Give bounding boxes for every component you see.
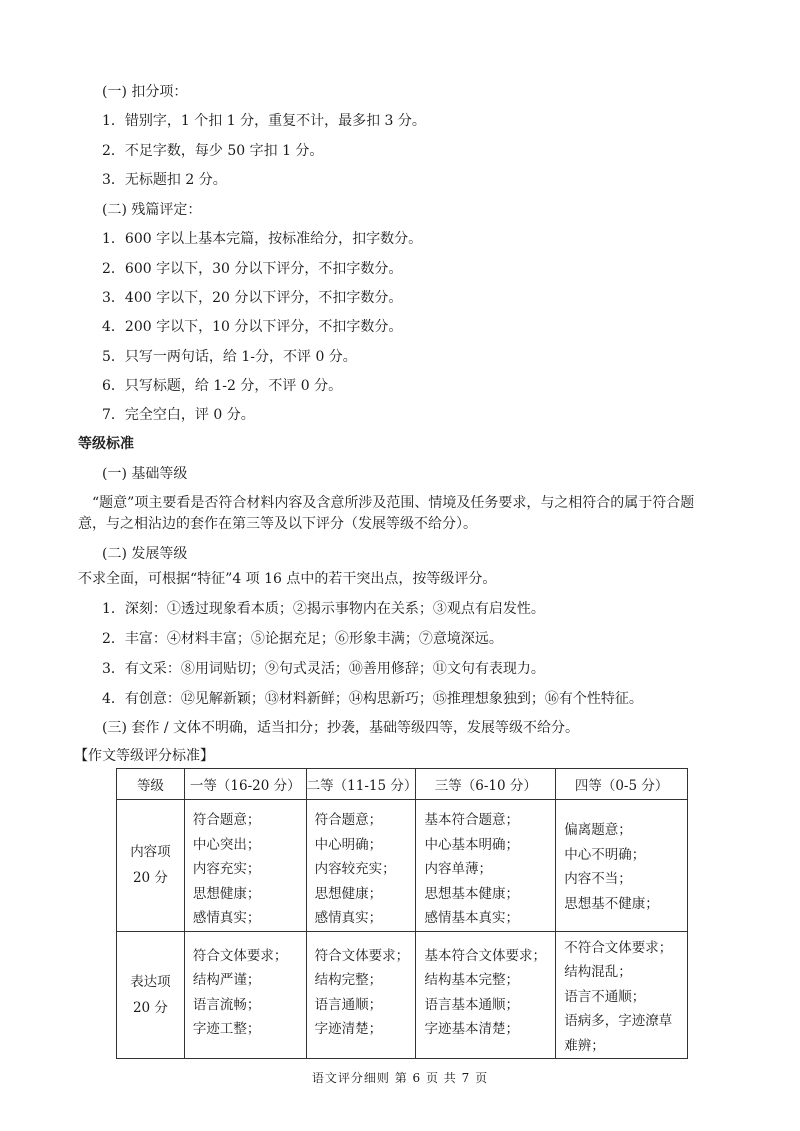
incomplete-item: 4．200 字以下，10 分以下评分，不扣字数分。 xyxy=(102,319,403,335)
cell-line: 内容单薄； xyxy=(424,861,492,877)
row-label-score: 20 分 xyxy=(132,999,168,1016)
cell-line: 符合题意； xyxy=(314,812,383,828)
cell-line: 感情基本真实； xyxy=(424,910,519,926)
incomplete-item: 7．完全空白，评 0 分。 xyxy=(102,407,255,423)
incomplete-item: 5．只写一两句话，给 1-分，不评 0 分。 xyxy=(102,349,357,365)
cell-line: 思想健康； xyxy=(314,885,383,902)
cell-line: 语言流畅； xyxy=(192,996,261,1013)
cell-line: 感情真实； xyxy=(314,910,383,926)
row-label xyxy=(117,931,185,1059)
page-footer: 语文评分细则 第 6 页 共 7 页 xyxy=(311,1071,489,1085)
table-header-row xyxy=(117,769,688,800)
section-title: 等级标准 xyxy=(78,436,134,452)
cell-line: 思想基不健康； xyxy=(564,895,659,912)
cell-line: 中心明确； xyxy=(314,836,383,853)
cell-line: 字迹清楚； xyxy=(314,1021,383,1037)
cell-line: 结构混乱； xyxy=(564,964,632,980)
copy-rule: (三) 套作 / 文体不明确，适当扣分；抄袭，基础等级四等，发展等级不给分。 xyxy=(102,720,579,736)
incomplete-item: 1．600 字以上基本完篇，按标准给分，扣字数分。 xyxy=(102,231,423,247)
cell-line: 思想基本健康； xyxy=(424,885,519,902)
row-label xyxy=(117,800,185,932)
cell-line: 结构完整； xyxy=(314,972,383,988)
cell-line: 不符合文体要求； xyxy=(564,939,673,956)
dev-grade-item: 2．丰富：④材料丰富；⑤论据充足；⑥形象丰满；⑦意境深远。 xyxy=(102,631,503,647)
table-cell xyxy=(306,931,416,1059)
incomplete-heading: (二) 残篇评定： xyxy=(102,202,202,218)
deduction-item: 2．不足字数，每少 50 字扣 1 分。 xyxy=(102,143,324,159)
row-label-text: 表达项 xyxy=(130,973,171,990)
cell-line: 语言基本通顺； xyxy=(424,996,519,1013)
row-label-score: 20 分 xyxy=(132,870,168,887)
deductions-heading: (一) 扣分项： xyxy=(102,84,188,100)
cell-line: 感情真实； xyxy=(192,910,261,926)
table-cell xyxy=(556,931,688,1059)
table-cell xyxy=(416,800,556,932)
table-row-content xyxy=(117,800,688,932)
table-row-expression xyxy=(117,931,688,1059)
grading-table xyxy=(116,768,688,1059)
cell-line: 符合题意； xyxy=(192,812,261,828)
cell-line: 中心基本明确； xyxy=(424,836,519,853)
cell-line: 内容充实； xyxy=(192,861,261,877)
cell-line: 偏离题意； xyxy=(564,822,632,838)
table-header-cell: 四等（0-5 分） xyxy=(556,769,688,800)
table-cell xyxy=(556,800,688,932)
cell-line: 结构基本完整； xyxy=(424,972,519,988)
cell-line: 语言通顺； xyxy=(314,996,383,1013)
table-header-cell: 三等（6-10 分） xyxy=(416,769,556,800)
cell-line: 字迹工整； xyxy=(192,1021,261,1037)
cell-line: 语病多，字迹潦草 xyxy=(564,1013,673,1029)
dev-grade-intro: 不求全面，可根据“特征”4 项 16 点中的若干突出点，按等级评分。 xyxy=(78,571,497,587)
basic-grade-text: “题意”项主要看是否符合材料内容及含意所涉及范围、情境及任务要求，与之相符合的属于符合题 xyxy=(92,495,695,511)
table-header-cell: 二等（11-15 分） xyxy=(306,769,416,800)
table-caption: 【作文等级评分标准】 xyxy=(74,748,214,764)
deduction-item: 1．错别字，1 个扣 1 分，重复不计，最多扣 3 分。 xyxy=(102,113,426,129)
incomplete-item: 6．只写标题，给 1-2 分，不评 0 分。 xyxy=(102,378,343,394)
table-header-cell: 等级 xyxy=(117,769,185,800)
cell-line: 难辨； xyxy=(564,1037,605,1054)
row-label-text: 内容项 xyxy=(130,844,171,861)
incomplete-item: 3．400 字以下，20 分以下评分，不扣字数分。 xyxy=(102,290,403,306)
cell-line: 符合文体要求； xyxy=(314,947,410,964)
table-cell xyxy=(184,931,306,1059)
cell-line: 中心不明确； xyxy=(564,846,646,863)
cell-line: 内容较充实； xyxy=(314,861,396,877)
table-cell xyxy=(306,800,416,932)
deduction-item: 3．无标题扣 2 分。 xyxy=(102,172,227,188)
cell-line: 基本符合题意； xyxy=(424,812,519,828)
dev-grade-item: 4．有创意：⑫见解新颖；⑬材料新鲜；⑭构思新巧；⑮推理想象独到；⑯有个性特征。 xyxy=(102,691,643,707)
dev-grade-heading: (二) 发展等级 xyxy=(102,546,188,562)
cell-line: 符合文体要求； xyxy=(192,947,288,964)
incomplete-item: 2．600 字以下，30 分以下评分，不扣字数分。 xyxy=(102,261,403,277)
cell-line: 基本符合文体要求； xyxy=(424,947,546,964)
cell-line: 字迹基本清楚； xyxy=(424,1021,519,1037)
cell-line: 内容不当； xyxy=(564,871,632,887)
cell-line: 结构严谨； xyxy=(192,972,261,988)
basic-grade-heading: (一) 基础等级 xyxy=(102,466,188,482)
cell-line: 思想健康； xyxy=(192,885,261,902)
table-header-cell: 一等（16-20 分） xyxy=(184,769,306,800)
table-cell xyxy=(416,931,556,1059)
cell-line: 中心突出； xyxy=(192,836,261,853)
table-cell xyxy=(184,800,306,932)
dev-grade-item: 1．深刻：①透过现象看本质；②揭示事物内在关系；③观点有启发性。 xyxy=(102,601,545,617)
cell-line: 语言不通顺； xyxy=(564,988,646,1005)
dev-grade-item: 3．有文采：⑧用词贴切；⑨句式灵活；⑩善用修辞；⑪文句有表现力。 xyxy=(102,661,545,677)
basic-grade-text: 意，与之相沾边的套作在第三等及以下评分（发展等级不给分）。 xyxy=(78,516,477,532)
